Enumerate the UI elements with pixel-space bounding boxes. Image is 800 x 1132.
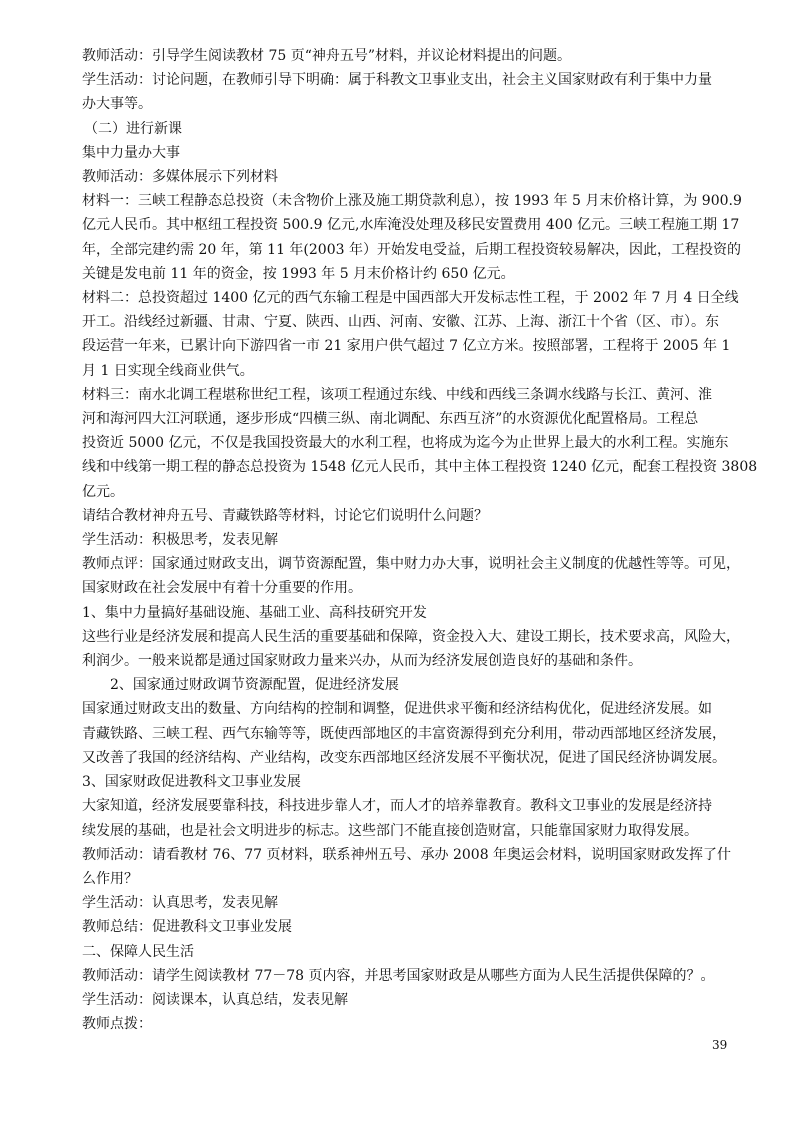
text-line: 教师活动：多媒体展示下列材料 — [82, 169, 278, 186]
text-line: 教师点拨： — [82, 1016, 152, 1033]
text-line: 月 1 日实现全线商业供气。 — [82, 362, 254, 379]
text-line: 学生活动：积极思考，发表见解 — [82, 532, 278, 549]
text-line: 年，全部完建约需 20 年，第 11 年(2003 年）开始发电受益，后期工程投资较易解决，因此，工程投资的 — [82, 241, 741, 258]
text-line: 河和海河四大江河联通，逐步形成“四横三纵、南北调配、东西互济”的水资源优化配置格局。工程总 — [82, 411, 699, 428]
text-line: 国家财政在社会发展中有着十分重要的作用。 — [82, 580, 362, 597]
section-heading: 3、国家财政促进教科文卫事业发展 — [82, 774, 301, 791]
text-line: 大家知道，经济发展要靠科技，科技进步靠人才，而人才的培养靠教育。教科文卫事业的发展是经济持 — [82, 798, 712, 815]
text-line: 材料一：三峡工程静态总投资（未含物价上涨及施工期贷款利息），按 1993 年 5 月末价格计算，为 900.9 — [82, 193, 742, 210]
text-line: 亿元人民币。其中枢纽工程投资 500.9 亿元,水库淹没处理及移民安置费用 400 亿元。三峡工程施工期 17 — [82, 217, 740, 234]
text-line: 投资近 5000 亿元，不仅是我国投资最大的水利工程，也将成为迄今为止世界上最大的水利工程。实施东 — [82, 435, 729, 452]
section-heading: 集中力量办大事 — [82, 144, 180, 161]
text-line: 亿元。 — [82, 483, 124, 500]
text-line: 教师活动：引导学生阅读教材 75 页“神舟五号”材料，并议论材料提出的问题。 — [82, 48, 572, 64]
text-line: 青藏铁路、三峡工程、西气东输等等，既使西部地区的丰富资源得到充分利用，带动西部地区经济发展， — [82, 725, 726, 742]
section-heading: 2、国家通过财政调节资源配置，促进经济发展 — [110, 677, 399, 694]
document-body — [82, 44, 758, 1036]
text-line: 教师总结：促进教科文卫事业发展 — [82, 919, 292, 936]
text-line: 材料二：总投资超过 1400 亿元的西气东输工程是中国西部大开发标志性工程，于 2002 年 7 月 4 日全线 — [82, 290, 739, 307]
text-line: 教师活动：请学生阅读教材 77－78 页内容，并思考国家财政是从哪些方面为人民生活提供保障的？。 — [82, 967, 715, 984]
text-line: 这些行业是经济发展和提高人民生活的重要基础和保障，资金投入大、建设工期长，技术要求高，风险大， — [82, 628, 740, 645]
text-line: 学生活动：讨论问题，在教师引导下明确：属于科教文卫事业支出，社会主义国家财政有利于集中力量 — [82, 72, 712, 89]
text-line: 利润少。一般来说都是通过国家财政力量来兴办，从而为经济发展创造良好的基础和条件。 — [82, 653, 642, 670]
text-line: 学生活动：认真思考，发表见解 — [82, 895, 278, 912]
text-line: 线和中线第一期工程的静态总投资为 1548 亿元人民币，其中主体工程投资 1240 亿元，配套工程投资 3808 — [82, 459, 758, 476]
text-line: 续发展的基础，也是社会文明进步的标志。这些部门不能直接创造财富，只能靠国家财力取得发展。 — [82, 822, 698, 839]
text-line: 国家通过财政支出的数量、方向结构的控制和调整，促进供求平衡和经济结构优化，促进经济发展。如 — [82, 701, 712, 718]
text-line: 开工。沿线经过新疆、甘肃、宁夏、陕西、山西、河南、安徽、江苏、上海、浙江十个省（区、市）。东 — [82, 314, 719, 331]
section-heading: 1、集中力量搞好基础设施、基础工业、高科技研究开发 — [82, 604, 427, 621]
text-line: 教师点评：国家通过财政支出，调节资源配置，集中财力办大事，说明社会主义制度的优越性等等。可见， — [82, 556, 740, 573]
text-line: 段运营一年来，已累计向下游四省一市 21 家用户供气超过 7 亿立方米。按照部署，工程将于 2005 年 1 — [82, 338, 731, 355]
section-heading: （二）进行新课 — [84, 120, 182, 137]
page-number: 39 — [712, 1038, 728, 1052]
text-line: 请结合教材神舟五号、青藏铁路等材料，讨论它们说明什么问题？ — [82, 507, 488, 524]
text-line: 办大事等。 — [82, 96, 152, 113]
text-line: 关键是发电前 11 年的资金，按 1993 年 5 月末价格计约 650 亿元。 — [82, 265, 515, 282]
text-line: 么作用？ — [82, 870, 138, 887]
text-line: 教师活动：请看教材 76、77 页材料，联系神州五号、承办 2008 年奥运会材料，说明国家财政发挥了什 — [82, 846, 732, 863]
text-line: 又改善了我国的经济结构、产业结构，改变东西部地区经济发展不平衡状况，促进了国民经济协调发展。 — [82, 749, 726, 766]
text-line: 材料三：南水北调工程堪称世纪工程，该项工程通过东线、中线和西线三条调水线路与长江、黄河、淮 — [82, 386, 712, 403]
text-line: 学生活动：阅读课本，认真总结，发表见解 — [82, 991, 348, 1008]
section-heading: 二、保障人民生活 — [82, 943, 194, 960]
